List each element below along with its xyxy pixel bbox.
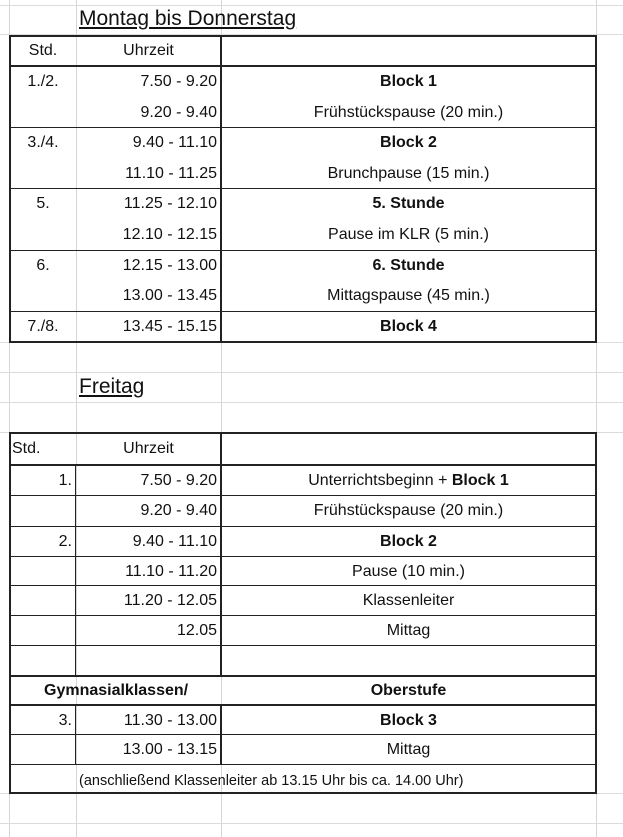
- row-time: 13.45 - 15.15: [122, 317, 217, 335]
- row-time: 9.20 - 9.40: [140, 502, 217, 519]
- row-std: [10, 281, 76, 311]
- row-time: 7.50 - 9.20: [140, 472, 217, 489]
- row-activity: [222, 616, 595, 646]
- table-border: [595, 432, 597, 794]
- activity-bold-text: Block 2: [380, 533, 437, 550]
- row-activity: [222, 527, 595, 557]
- row-std: 5.: [36, 195, 50, 213]
- row-activity: Block 2: [380, 134, 437, 152]
- time-column-header: Uhrzeit: [123, 42, 174, 59]
- row-activity: 6. Stunde: [372, 256, 445, 274]
- row-time: 7.50 - 9.20: [140, 73, 217, 90]
- activity-text: Klassenleiter: [362, 592, 455, 609]
- row-std: [10, 646, 72, 676]
- row-activity: [222, 557, 595, 587]
- row-activity: Pause im KLR (5 min.): [328, 226, 489, 243]
- row-activity: [222, 646, 595, 676]
- std-column-header: Std.: [28, 42, 58, 59]
- activity-text: Mittag: [386, 622, 431, 639]
- row-time: 13.00 - 13.15: [122, 741, 217, 758]
- activity-bold-text: Block 3: [380, 712, 437, 729]
- monday-thursday-title: Montag bis Donnerstag: [79, 7, 297, 30]
- row-std: 1.: [58, 472, 72, 489]
- row-std: [10, 496, 72, 526]
- row-activity: Frühstückspause (20 min.): [313, 103, 504, 121]
- grid-row-line: [0, 823, 623, 824]
- row-time: 12.05: [176, 622, 217, 639]
- row-border: [9, 764, 597, 765]
- row-std: 6.: [36, 256, 50, 274]
- row-time: 9.40 - 11.10: [132, 533, 217, 550]
- row-activity: Brunchpause (15 min.): [327, 164, 490, 182]
- row-activity: [222, 466, 595, 496]
- row-activity: Block 4: [380, 317, 437, 335]
- activity-text: Mittag: [386, 741, 431, 758]
- table-border: [595, 35, 597, 343]
- row-activity: [222, 586, 595, 616]
- row-time: [76, 646, 217, 676]
- row-time: 12.10 - 12.15: [122, 226, 217, 243]
- row-time: 11.25 - 12.10: [123, 195, 217, 213]
- activity-bold-text: Block 1: [451, 472, 509, 489]
- row-activity: Block 1: [380, 73, 437, 90]
- row-time: 11.20 - 12.05: [123, 592, 217, 609]
- grid-row-line: [0, 402, 623, 403]
- activity-text: Frühstückspause (20 min.): [313, 502, 504, 519]
- activity-text: Unterrichtsbeginn +: [308, 472, 452, 489]
- row-std: [10, 616, 72, 646]
- row-std: [10, 557, 72, 587]
- row-std: 7./8.: [27, 317, 59, 335]
- group-label-oberstufe: Oberstufe: [370, 682, 447, 699]
- row-time: 13.00 - 13.45: [122, 287, 217, 305]
- row-time: 11.10 - 11.20: [125, 563, 217, 580]
- friday-title: Freitag: [79, 375, 145, 398]
- row-std: [10, 220, 76, 250]
- activity-text: Pause (10 min.): [352, 563, 465, 580]
- row-std: 2.: [58, 533, 72, 550]
- row-std: [10, 159, 76, 189]
- row-std: [10, 586, 72, 616]
- time-column-header: Uhrzeit: [123, 440, 174, 457]
- row-activity: [222, 706, 595, 736]
- row-time: 11.30 - 13.00: [123, 712, 217, 729]
- group-label-gymnasialklassen: Gymnasialklassen/: [44, 682, 189, 699]
- row-activity: 5. Stunde: [372, 195, 445, 213]
- std-column-header: Std.: [12, 440, 41, 457]
- row-std: 3./4.: [27, 134, 59, 152]
- row-time: 11.10 - 11.25: [125, 164, 217, 182]
- row-time: 9.20 - 9.40: [140, 103, 217, 121]
- row-time: 12.15 - 13.00: [122, 256, 217, 274]
- footnote: (anschließend Klassenleiter ab 13.15 Uhr bis ca. 14.00 Uhr): [79, 773, 464, 789]
- row-std: 1./2.: [27, 73, 59, 90]
- row-std: [10, 98, 76, 128]
- row-activity: [222, 496, 595, 526]
- row-border: [9, 645, 597, 646]
- row-std: [10, 735, 72, 765]
- row-activity: [222, 735, 595, 765]
- row-std: 3.: [58, 712, 72, 729]
- grid-row-line: [0, 372, 623, 373]
- row-activity: Mittagspause (45 min.): [327, 287, 490, 305]
- row-time: 9.40 - 11.10: [132, 134, 217, 152]
